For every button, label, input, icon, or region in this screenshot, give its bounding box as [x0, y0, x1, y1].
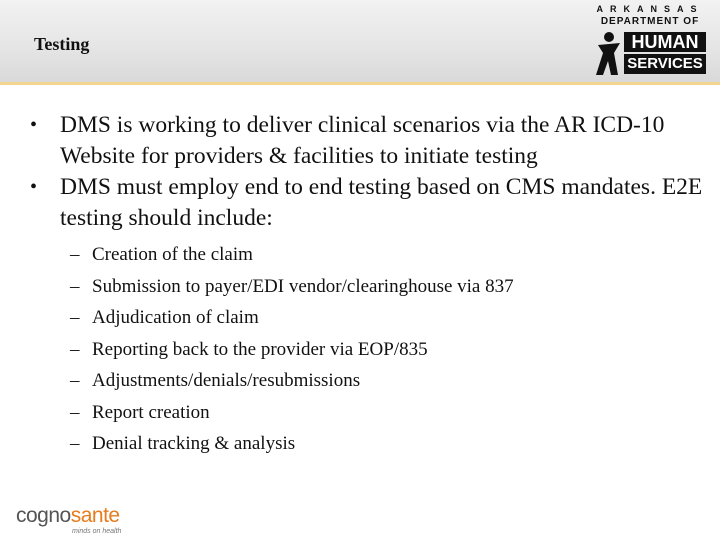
wordmark-part: cogno: [16, 504, 71, 527]
dash-icon: –: [70, 370, 80, 391]
bullet-dot-icon: •: [30, 176, 38, 198]
person-figure-icon: [594, 31, 622, 77]
logo-line-department: DEPARTMENT OF: [600, 16, 700, 27]
dash-icon: –: [70, 244, 80, 265]
sub-bullet-list: [28, 239, 708, 460]
sub-bullet-item: [28, 365, 708, 397]
sub-bullet-text: Reporting back to the provider via EOP/835: [92, 338, 428, 360]
dash-icon: –: [70, 275, 80, 297]
bullet-dot-icon: •: [30, 114, 38, 136]
sub-bullet-item: [28, 239, 708, 271]
cognosante-tagline: minds on health: [72, 528, 122, 535]
slide-body: [28, 110, 708, 460]
cognosante-logo: [16, 504, 146, 536]
sub-bullet-text: Creation of the claim: [92, 244, 253, 265]
sub-bullet-text: Submission to payer/EDI vendor/clearinghouse via 837: [92, 275, 514, 297]
bullet-text: DMS must employ end to end testing based on CMS mandates. E2E testing should include:: [60, 174, 703, 231]
sub-bullet-item: [28, 302, 708, 334]
sub-bullet-text: Adjudication of claim: [92, 307, 259, 328]
bullet-text: DMS is working to deliver clinical scenarios via the AR ICD-10 Website for providers & facilities to initiate testing: [60, 112, 665, 169]
slide-title: Testing: [34, 34, 90, 54]
logo-line-arkansas: ARKANSAS: [596, 4, 704, 14]
cognosante-wordmark: [16, 504, 120, 528]
wordmark-accent: sante: [70, 504, 120, 527]
sub-bullet-text: Report creation: [92, 401, 210, 423]
bullet-item: [28, 110, 708, 172]
logo-line-human: HUMAN: [624, 32, 706, 52]
dash-icon: –: [70, 401, 80, 423]
sub-bullet-text: Adjustments/denials/resubmissions: [92, 370, 361, 391]
logo-badge: [594, 31, 706, 77]
arkansas-dhs-logo: [594, 4, 706, 76]
sub-bullet-item: [28, 397, 708, 429]
dash-icon: –: [70, 338, 80, 360]
dash-icon: –: [70, 433, 80, 454]
sub-bullet-text: Denial tracking & analysis: [92, 433, 296, 454]
dash-icon: –: [70, 307, 80, 328]
sub-bullet-item: [28, 271, 708, 303]
bullet-item: [28, 172, 708, 234]
header-divider: [0, 82, 720, 85]
sub-bullet-item: [28, 428, 708, 460]
sub-bullet-item: [28, 334, 708, 366]
logo-line-services: SERVICES: [624, 54, 706, 74]
